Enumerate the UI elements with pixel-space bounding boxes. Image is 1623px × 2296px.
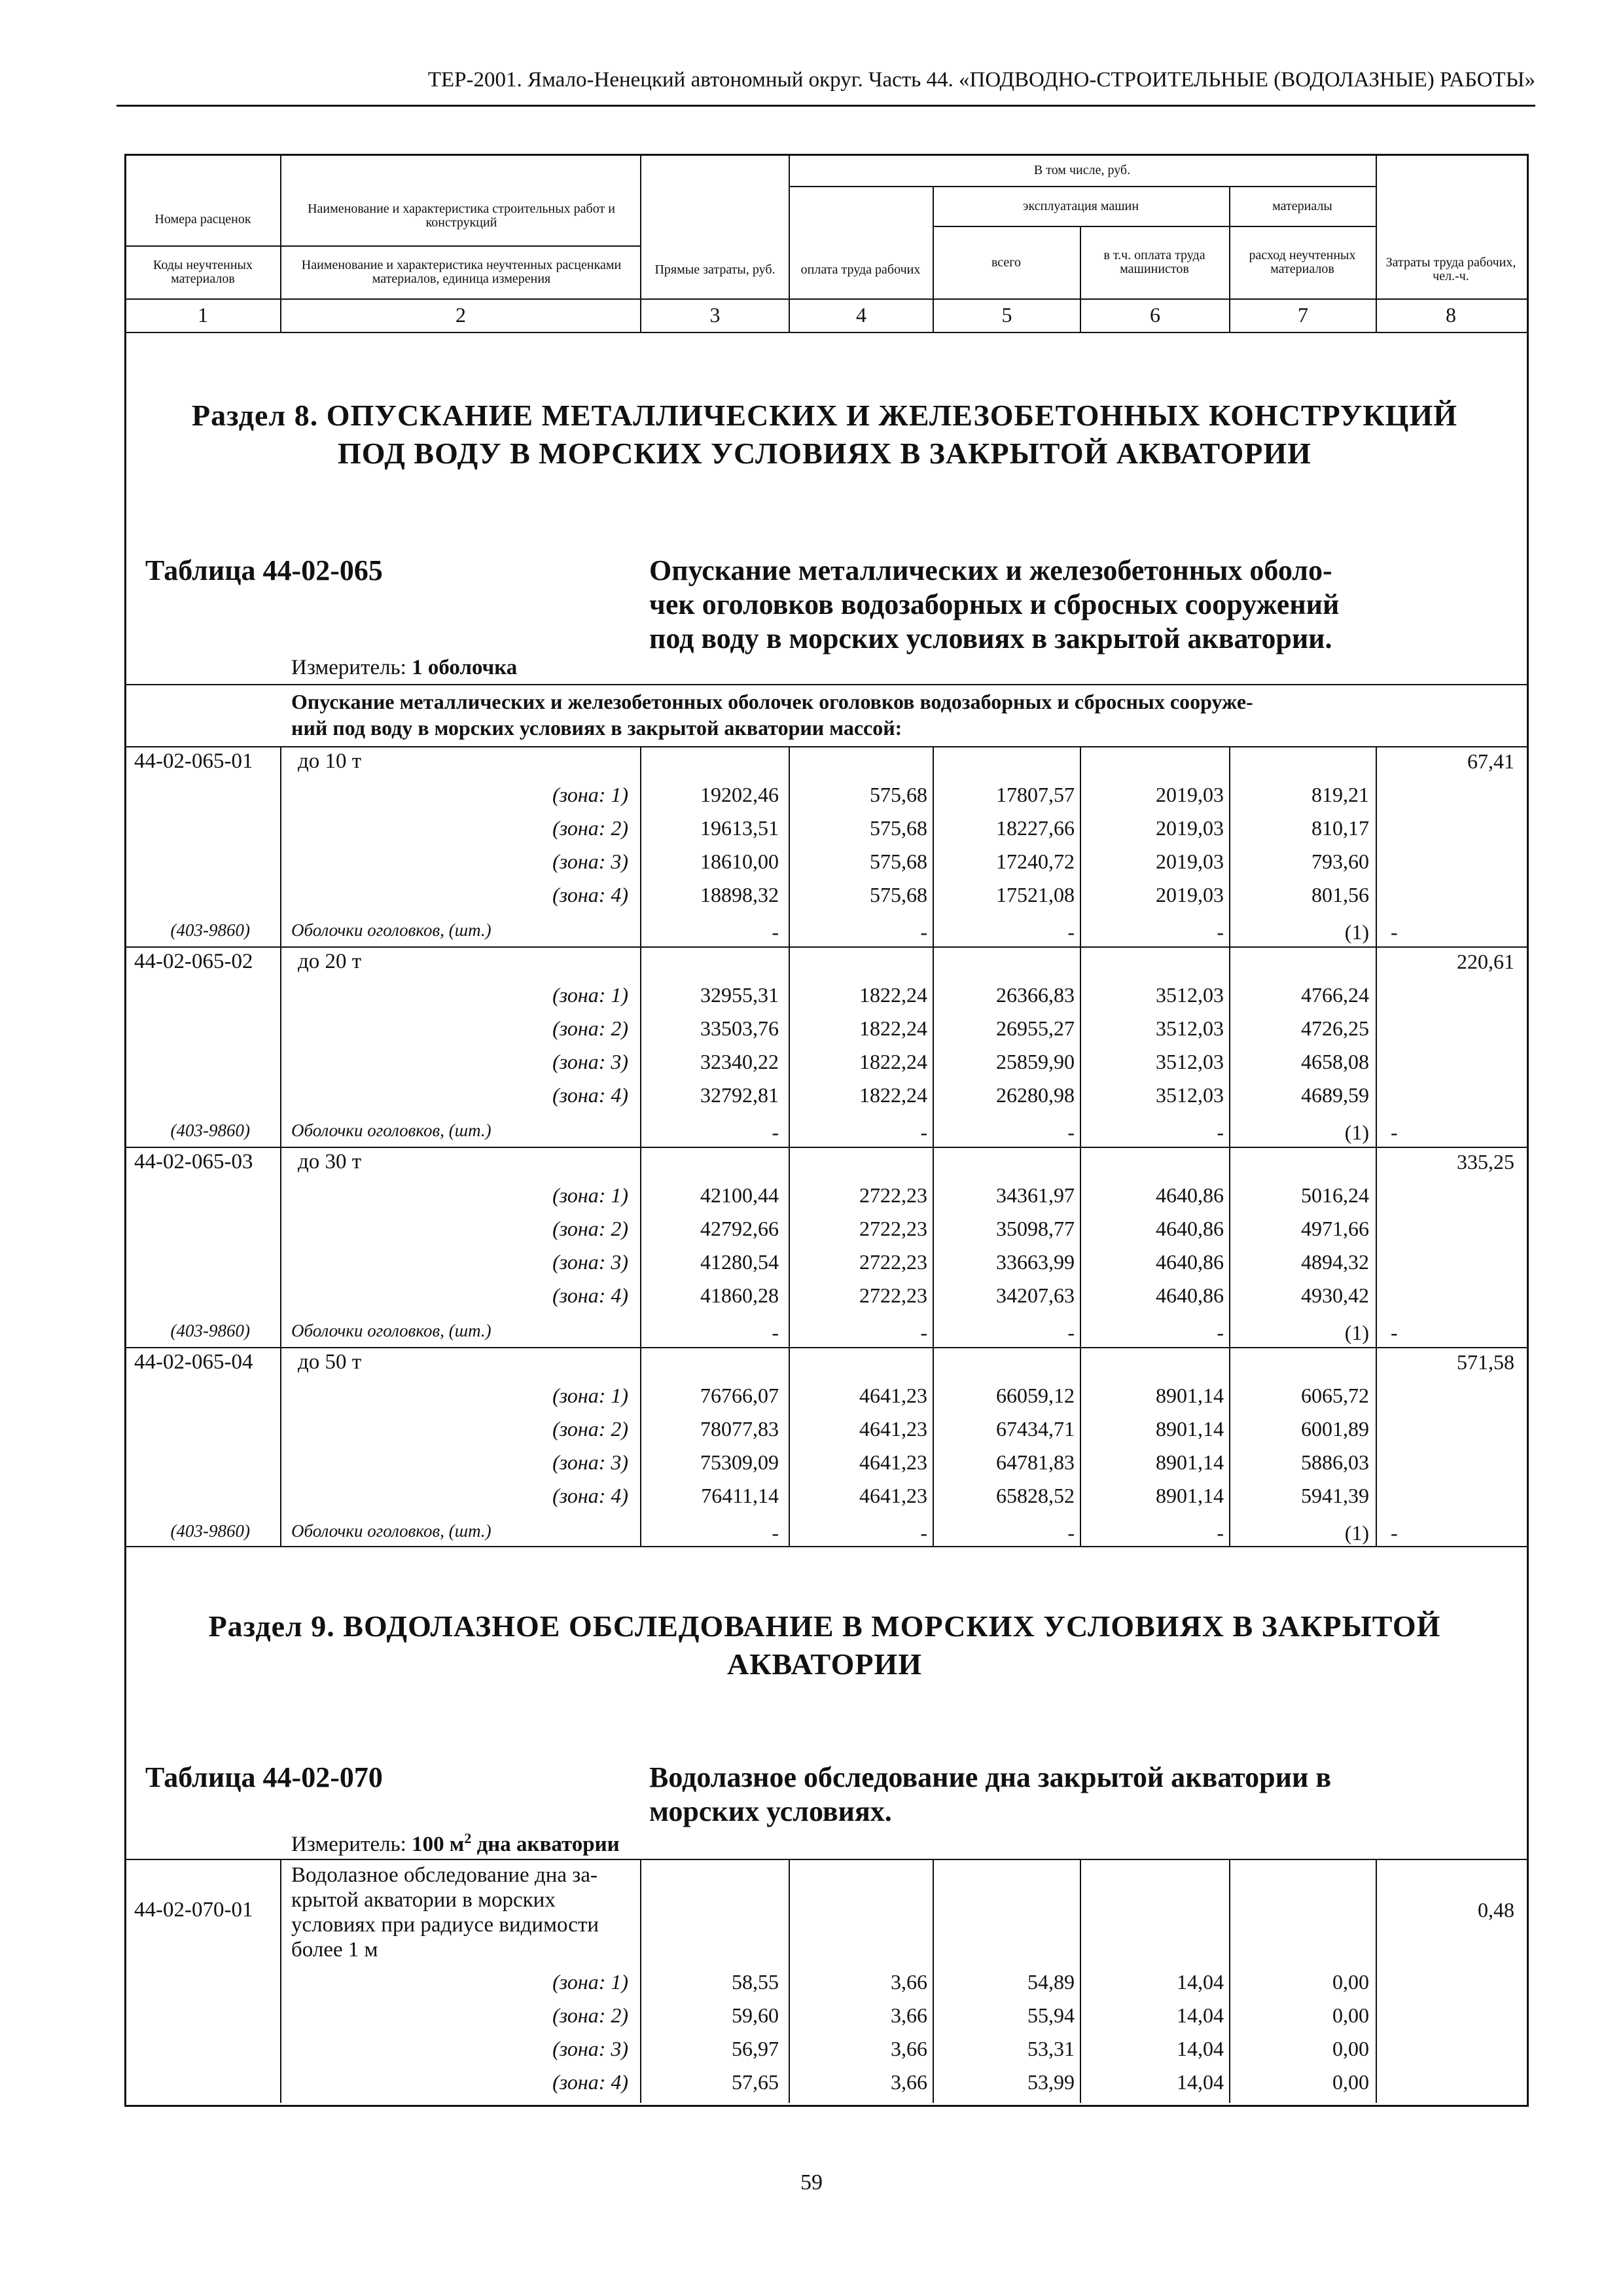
zone-label: (зона: 1) xyxy=(552,783,628,806)
cost-mach-pay: 2019,03 xyxy=(1156,883,1224,906)
zone-label: (зона: 1) xyxy=(552,1384,628,1407)
rate-name-line: Водолазное обследование дна за- xyxy=(291,1863,597,1887)
col3-header: Прямые затраты, руб. xyxy=(654,262,776,277)
cost-mat: 4689,59 xyxy=(1301,1083,1369,1107)
cost-pay: 2722,23 xyxy=(859,1250,927,1274)
cost-pay: 575,68 xyxy=(870,816,927,840)
dash: - xyxy=(920,920,927,944)
cost-mat: 0,00 xyxy=(1332,2037,1369,2060)
col-number: 5 xyxy=(1001,303,1012,327)
table-070-description xyxy=(649,1761,1331,1829)
row-divider xyxy=(124,684,1527,685)
labor-cost: 0,48 xyxy=(1478,1898,1514,1922)
cost-pay: 2722,23 xyxy=(859,1283,927,1307)
rate-name: до 10 т xyxy=(298,749,362,773)
zone-label: (зона: 4) xyxy=(552,883,628,906)
zone-label: (зона: 2) xyxy=(552,2003,628,2027)
col-number: 1 xyxy=(198,303,208,327)
zone-label: (зона: 4) xyxy=(552,1283,628,1307)
dash: - xyxy=(772,1121,779,1144)
dash: - xyxy=(772,1521,779,1545)
cost-mach: 18227,66 xyxy=(996,816,1075,840)
cost-direct: 19202,46 xyxy=(700,783,779,806)
cost-mach-pay: 3512,03 xyxy=(1156,1083,1224,1107)
cost-pay: 4641,23 xyxy=(859,1384,927,1407)
col-number: 4 xyxy=(856,303,866,327)
zone-label: (зона: 4) xyxy=(552,1484,628,1507)
cost-direct: 76766,07 xyxy=(700,1384,779,1407)
cost-mat: 793,60 xyxy=(1311,850,1369,873)
cost-mach: 53,31 xyxy=(1027,2037,1075,2060)
rate-name: до 20 т xyxy=(298,950,362,973)
zone-label: (зона: 1) xyxy=(552,1183,628,1207)
cost-mat: 4658,08 xyxy=(1301,1050,1369,1073)
measure-value: 1 оболочка xyxy=(412,656,518,679)
header-rule xyxy=(116,105,1535,107)
cost-mach-pay: 2019,03 xyxy=(1156,816,1224,840)
cost-mach-pay: 3512,03 xyxy=(1156,983,1224,1007)
cost-mach: 33663,99 xyxy=(996,1250,1075,1274)
cost-direct: 57,65 xyxy=(732,2070,779,2094)
measure-value-b: дна акватории xyxy=(471,1833,620,1856)
cost-mach: 54,89 xyxy=(1027,1970,1075,1994)
cost-mach: 25859,90 xyxy=(996,1050,1075,1073)
cost-mat: 4894,32 xyxy=(1301,1250,1369,1274)
cost-direct: 56,97 xyxy=(732,2037,779,2060)
cost-direct: 42100,44 xyxy=(700,1183,779,1207)
materials-header: материалы xyxy=(1272,198,1332,213)
cost-mach-pay: 2019,03 xyxy=(1156,850,1224,873)
rate-code: 44-02-070-01 xyxy=(134,1898,253,1922)
cost-mach-pay: 8901,14 xyxy=(1156,1417,1224,1441)
rate-code: 44-02-065-03 xyxy=(134,1150,253,1174)
labor-cost: 67,41 xyxy=(1467,749,1514,773)
section9-title-line1: Раздел 9. ВОДОЛАЗНОЕ ОБСЛЕДОВАНИЕ В МОРСКИХ УСЛОВИЯХ В ЗАКРЫТОЙ xyxy=(208,1609,1441,1643)
cost-pay: 3,66 xyxy=(891,1970,927,1994)
dash: - xyxy=(920,1521,927,1545)
cost-mat: 4766,24 xyxy=(1301,983,1369,1007)
group-header: В том числе, руб. xyxy=(1033,162,1131,177)
dash: - xyxy=(1067,1321,1075,1344)
cost-mach: 53,99 xyxy=(1027,2070,1075,2094)
cost-mach: 65828,52 xyxy=(996,1484,1075,1507)
row-divider xyxy=(124,746,1527,747)
material-quantity: (1) xyxy=(1344,1121,1369,1144)
measure-value xyxy=(412,1830,620,1856)
cost-pay: 3,66 xyxy=(891,2037,927,2060)
cost-pay: 1822,24 xyxy=(859,1050,927,1073)
cost-mach-pay: 14,04 xyxy=(1177,2037,1224,2060)
cost-mat: 6001,89 xyxy=(1301,1417,1369,1441)
dash: - xyxy=(1067,1121,1075,1144)
labor-cost: 220,61 xyxy=(1457,950,1514,973)
rate-name-line: более 1 м xyxy=(291,1938,378,1962)
col4-header: оплата труда рабочих xyxy=(800,262,921,277)
row-divider xyxy=(124,1147,1527,1148)
material-quantity: (1) xyxy=(1344,920,1369,944)
dash: - xyxy=(1391,1321,1398,1344)
table-065-name: Таблица 44-02-065 xyxy=(145,554,383,586)
column-divider xyxy=(1376,1859,1377,2103)
material-name: Оболочки оголовков, (шт.) xyxy=(291,920,491,940)
zone-label: (зона: 3) xyxy=(552,850,628,873)
table-070-name: Таблица 44-02-070 xyxy=(145,1761,383,1793)
measure-label: Измеритель: xyxy=(291,1833,406,1856)
table-065-measure xyxy=(291,656,517,680)
cost-direct: 32792,81 xyxy=(700,1083,779,1107)
col2-bottom-header: Наименование и характеристика неучтенных расценками материалов, единица измерения xyxy=(301,258,622,286)
group-description xyxy=(291,689,1253,741)
section8-title-line2: ПОД ВОДУ В МОРСКИХ УСЛОВИЯХ В ЗАКРЫТОЙ АКВАТОРИИ xyxy=(338,437,1311,470)
col-number: 2 xyxy=(455,303,466,327)
rate-code: 44-02-065-02 xyxy=(134,950,253,973)
labor-cost: 571,58 xyxy=(1457,1350,1514,1374)
cost-direct: 19613,51 xyxy=(700,816,779,840)
cost-mach-pay: 3512,03 xyxy=(1156,1016,1224,1040)
material-name: Оболочки оголовков, (шт.) xyxy=(291,1321,491,1340)
zone-label: (зона: 2) xyxy=(552,1016,628,1040)
row-divider xyxy=(124,946,1527,948)
cost-pay: 2722,23 xyxy=(859,1183,927,1207)
table-065-desc-line: под воду в морских условиях в закрытой акватории. xyxy=(649,622,1332,655)
cost-mach-pay: 3512,03 xyxy=(1156,1050,1224,1073)
col-number: 7 xyxy=(1298,303,1308,327)
cost-direct: 32340,22 xyxy=(700,1050,779,1073)
cost-mach-pay: 2019,03 xyxy=(1156,783,1224,806)
dash: - xyxy=(772,920,779,944)
cost-direct: 58,55 xyxy=(732,1970,779,1994)
cost-pay: 1822,24 xyxy=(859,1083,927,1107)
group-desc-line: Опускание металлических и железобетонных оболочек оголовков водозаборных и сбросных сооруже- xyxy=(291,690,1253,713)
dash: - xyxy=(1217,1521,1224,1545)
cost-mach-pay: 8901,14 xyxy=(1156,1450,1224,1474)
cost-mach: 34361,97 xyxy=(996,1183,1075,1207)
measure-label: Измеритель: xyxy=(291,656,406,679)
cost-mat: 801,56 xyxy=(1311,883,1369,906)
cost-mat: 0,00 xyxy=(1332,1970,1369,1994)
col-number: 3 xyxy=(709,303,721,327)
rate-name-line: крытой акватории в морских xyxy=(291,1888,556,1912)
cost-mach: 26955,27 xyxy=(996,1016,1075,1040)
col5-header: всего xyxy=(991,255,1022,270)
table-065-desc-line: чек оголовков водозаборных и сбросных сооружений xyxy=(649,588,1340,620)
measure-value-sup: 2 xyxy=(464,1830,472,1846)
table-065-description xyxy=(649,554,1339,656)
cost-direct: 59,60 xyxy=(732,2003,779,2027)
rate-name-line: условиях при радиусе видимости xyxy=(291,1913,599,1937)
col-number: 6 xyxy=(1150,303,1160,327)
cost-mat: 5016,24 xyxy=(1301,1183,1369,1207)
cost-pay: 4641,23 xyxy=(859,1450,927,1474)
cost-mat: 4930,42 xyxy=(1301,1283,1369,1307)
cost-mach: 64781,83 xyxy=(996,1450,1075,1474)
header-divider xyxy=(124,298,1527,300)
col6-header: в т.ч. оплата труда машинистов xyxy=(1103,248,1205,276)
cost-pay: 575,68 xyxy=(870,783,927,806)
cost-mach: 26366,83 xyxy=(996,983,1075,1007)
cost-mach: 17807,57 xyxy=(996,783,1075,806)
table-065-desc-line: Опускание металлических и железобетонных оболо- xyxy=(649,554,1332,586)
cost-pay: 3,66 xyxy=(891,2070,927,2094)
table-070-desc-line: Водолазное обследование дна закрытой акватории в xyxy=(649,1761,1332,1793)
material-code: (403-9860) xyxy=(170,1521,250,1541)
dash: - xyxy=(1217,920,1224,944)
measure-value-a: 100 м xyxy=(412,1833,465,1856)
cost-direct: 18898,32 xyxy=(700,883,779,906)
labor-cost: 335,25 xyxy=(1457,1150,1514,1174)
cost-mach-pay: 8901,14 xyxy=(1156,1384,1224,1407)
dash: - xyxy=(1217,1121,1224,1144)
rate-name xyxy=(291,1863,635,1962)
zone-label: (зона: 4) xyxy=(552,2070,628,2094)
page-header: ТЕР-2001. Ямало-Ненецкий автономный округ. Часть 44. «ПОДВОДНО-СТРОИТЕЛЬНЫЕ (ВОДОЛАЗНЫЕ) РАБОТЫ» xyxy=(427,68,1535,92)
cost-direct: 33503,76 xyxy=(700,1016,779,1040)
cost-mach-pay: 4640,86 xyxy=(1156,1183,1224,1207)
cost-mach: 67434,71 xyxy=(996,1417,1075,1441)
col1-top-header: Номера расценок xyxy=(154,211,251,226)
cost-pay: 1822,24 xyxy=(859,983,927,1007)
material-code: (403-9860) xyxy=(170,920,250,940)
cost-mat: 5886,03 xyxy=(1301,1450,1369,1474)
row-divider xyxy=(124,1347,1527,1348)
cost-pay: 3,66 xyxy=(891,2003,927,2027)
rate-name: до 50 т xyxy=(298,1350,362,1374)
cost-pay: 4641,23 xyxy=(859,1417,927,1441)
dash: - xyxy=(1391,1121,1398,1144)
cost-mach: 35098,77 xyxy=(996,1217,1075,1240)
cost-pay: 2722,23 xyxy=(859,1217,927,1240)
cost-mat: 0,00 xyxy=(1332,2003,1369,2027)
cost-mat: 810,17 xyxy=(1311,816,1369,840)
cost-direct: 32955,31 xyxy=(700,983,779,1007)
dash: - xyxy=(1217,1321,1224,1344)
rate-code: 44-02-065-04 xyxy=(134,1350,253,1374)
cost-mach: 55,94 xyxy=(1027,2003,1075,2027)
material-quantity: (1) xyxy=(1344,1321,1369,1344)
zone-label: (зона: 2) xyxy=(552,1217,628,1240)
cost-mat: 819,21 xyxy=(1311,783,1369,806)
material-code: (403-9860) xyxy=(170,1321,250,1340)
zone-label: (зона: 2) xyxy=(552,1417,628,1441)
material-quantity: (1) xyxy=(1344,1521,1369,1545)
table-070-desc-line: морских условиях. xyxy=(649,1795,892,1827)
header-divider xyxy=(124,332,1527,333)
dash: - xyxy=(1391,1521,1398,1545)
material-name: Оболочки оголовков, (шт.) xyxy=(291,1121,491,1140)
col8-header: Затраты труда рабочих, чел.-ч. xyxy=(1385,255,1516,283)
cost-pay: 575,68 xyxy=(870,883,927,906)
zone-label: (зона: 1) xyxy=(552,983,628,1007)
page-number: 59 xyxy=(800,2170,823,2195)
cost-mach-pay: 14,04 xyxy=(1177,1970,1224,1994)
cost-mach: 66059,12 xyxy=(996,1384,1075,1407)
cost-direct: 42792,66 xyxy=(700,1217,779,1240)
col7-header: расход неучтенных материалов xyxy=(1249,248,1356,276)
material-code: (403-9860) xyxy=(170,1121,250,1140)
cost-mat: 4726,25 xyxy=(1301,1016,1369,1040)
cost-pay: 1822,24 xyxy=(859,1016,927,1040)
zone-label: (зона: 3) xyxy=(552,1050,628,1073)
cost-mat: 4971,66 xyxy=(1301,1217,1369,1240)
column-divider xyxy=(1376,746,1377,1546)
cost-mach-pay: 4640,86 xyxy=(1156,1217,1224,1240)
cost-mach-pay: 14,04 xyxy=(1177,2003,1224,2027)
row-divider xyxy=(124,1546,1527,1547)
cost-mach-pay: 4640,86 xyxy=(1156,1283,1224,1307)
cost-mach: 26280,98 xyxy=(996,1083,1075,1107)
dash: - xyxy=(1067,1521,1075,1545)
section9-title xyxy=(124,1607,1525,1683)
material-name: Оболочки оголовков, (шт.) xyxy=(291,1521,491,1541)
col2-top-header: Наименование и характеристика строительных работ и конструкций xyxy=(308,202,615,230)
rate-name: до 30 т xyxy=(298,1150,362,1174)
zone-label: (зона: 2) xyxy=(552,816,628,840)
machines-header: эксплуатация машин xyxy=(1022,198,1139,213)
cost-direct: 18610,00 xyxy=(700,850,779,873)
zone-label: (зона: 3) xyxy=(552,1450,628,1474)
col1-bottom-header: Коды неучтенных материалов xyxy=(153,258,253,286)
zone-label: (зона: 4) xyxy=(552,1083,628,1107)
cost-direct: 41280,54 xyxy=(700,1250,779,1274)
cost-pay: 575,68 xyxy=(870,850,927,873)
dash: - xyxy=(920,1321,927,1344)
row-divider xyxy=(124,1859,1527,1860)
section8-title-line1: Раздел 8. ОПУСКАНИЕ МЕТАЛЛИЧЕСКИХ И ЖЕЛЕЗОБЕТОННЫХ КОНСТРУКЦИЙ xyxy=(191,399,1458,432)
section9-title-line2: АКВАТОРИИ xyxy=(726,1647,923,1681)
cost-mach-pay: 4640,86 xyxy=(1156,1250,1224,1274)
dash: - xyxy=(1391,920,1398,944)
zone-label: (зона: 3) xyxy=(552,2037,628,2060)
zone-label: (зона: 3) xyxy=(552,1250,628,1274)
cost-mach: 17240,72 xyxy=(996,850,1075,873)
header-divider xyxy=(124,245,640,247)
zone-label: (зона: 1) xyxy=(552,1970,628,1994)
cost-pay: 4641,23 xyxy=(859,1484,927,1507)
dash: - xyxy=(772,1321,779,1344)
section8-title xyxy=(124,397,1525,473)
dash: - xyxy=(920,1121,927,1144)
rate-code: 44-02-065-01 xyxy=(134,749,253,773)
cost-mach: 34207,63 xyxy=(996,1283,1075,1307)
cost-mat: 6065,72 xyxy=(1301,1384,1369,1407)
group-desc-line: ний под воду в морских условиях в закрытой акватории массой: xyxy=(291,716,902,740)
cost-direct: 76411,14 xyxy=(701,1484,779,1507)
cost-mat: 5941,39 xyxy=(1301,1484,1369,1507)
cost-mach-pay: 8901,14 xyxy=(1156,1484,1224,1507)
col-number: 8 xyxy=(1446,303,1456,327)
cost-mat: 0,00 xyxy=(1332,2070,1369,2094)
dash: - xyxy=(1067,920,1075,944)
cost-mach: 17521,08 xyxy=(996,883,1075,906)
cost-direct: 41860,28 xyxy=(700,1283,779,1307)
table-070-measure xyxy=(291,1830,620,1857)
cost-mach-pay: 14,04 xyxy=(1177,2070,1224,2094)
cost-direct: 78077,83 xyxy=(700,1417,779,1441)
cost-direct: 75309,09 xyxy=(700,1450,779,1474)
